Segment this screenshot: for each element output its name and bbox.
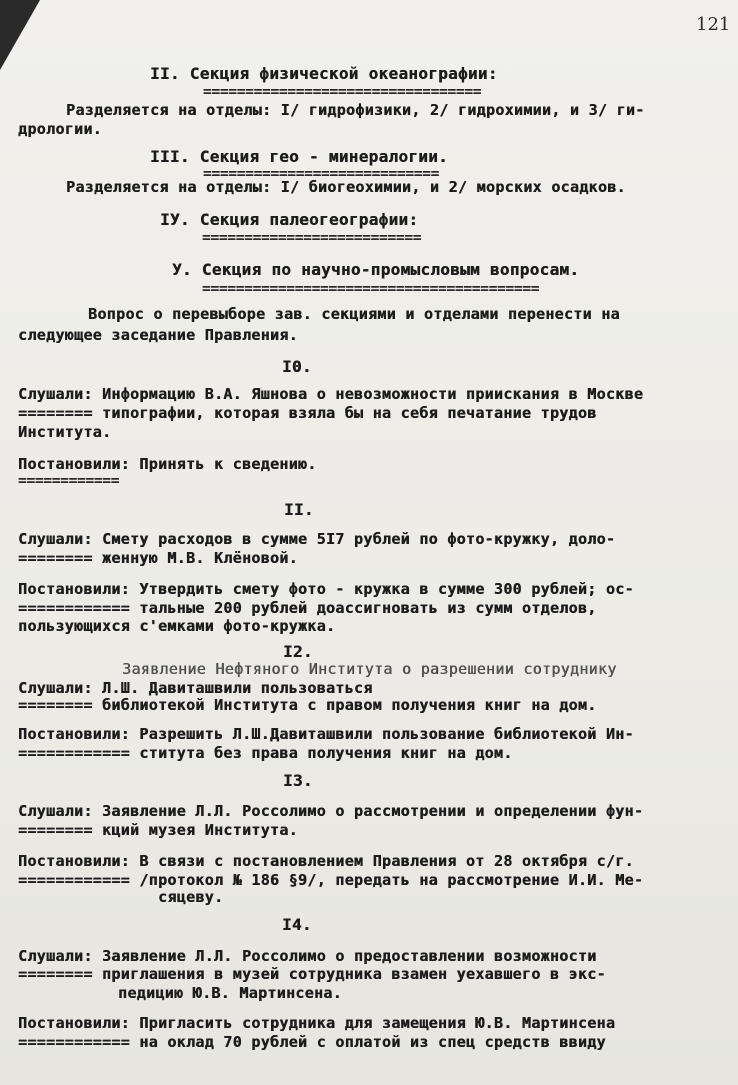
item-13-heard-cont: ======== кций музея Института. xyxy=(18,821,298,839)
item-10-resolved: Постановили: Принять к сведению. xyxy=(18,455,317,473)
item-10-heard-cont-2: Института. xyxy=(18,423,112,441)
section-2-text-cont: дрологии. xyxy=(18,120,102,138)
section-5-title: У. Секция по научно-промысловым вопросам. xyxy=(172,260,580,279)
section-2-underline: ================================= xyxy=(203,84,482,100)
item-14-resolved: Постановили: Пригласить сотрудника для замещения Ю.В. Мартинсена xyxy=(18,1014,616,1032)
item-13-resolved-cont: ============ /протокол № 186 §9/, передать на рассмотрение И.И. Ме- xyxy=(18,871,644,889)
item-11-resolved: Постановили: Утвердить смету фото - кружка в сумме 300 рублей; ос- xyxy=(18,580,634,598)
item-11-number: II. xyxy=(284,500,314,519)
item-14-heard: Слушали: Заявление Л.Л. Россолимо о предоставлении возможности xyxy=(18,947,597,965)
page-number: 121 xyxy=(696,14,731,35)
item-12-heard-typed-over: Заявление Нефтяного Института о разрешении сотруднику xyxy=(122,660,617,678)
note-line-2: следующее заседание Правления. xyxy=(18,326,298,344)
item-11-heard-cont: ======== женную М.В. Клёновой. xyxy=(18,549,298,567)
item-10-number: I0. xyxy=(282,357,312,376)
note-line-1: Вопрос о перевыборе зав. секциями и отделами перенести на xyxy=(88,305,620,323)
section-5-underline: ======================================== xyxy=(202,281,540,297)
item-10-resolved-underline: ============ xyxy=(18,473,120,489)
item-14-heard-cont: ======== приглашения в музей сотрудника взамен уехавшего в экс- xyxy=(18,965,606,983)
item-10-heard-cont: ======== типографии, которая взяла бы на себя печатание трудов xyxy=(18,404,597,422)
item-14-number: I4. xyxy=(282,915,312,934)
section-2-title: II. Секция физической океанографии: xyxy=(150,64,498,83)
item-13-number: I3. xyxy=(283,771,313,790)
section-2-text: Разделяется на отделы: I/ гидрофизики, 2/ гидрохимии, и 3/ ги- xyxy=(66,101,645,119)
item-13-heard: Слушали: Заявление Л.Л. Россолимо о рассмотрении и определении фун- xyxy=(18,802,644,820)
item-11-resolved-cont: ============ тальные 200 рублей доассигновать из сумм отделов, xyxy=(18,599,597,617)
item-12-heard: Слушали: Л.Ш. Давиташвили пользоваться xyxy=(18,679,373,697)
item-14-heard-cont-2: педицию Ю.В. Мартинсена. xyxy=(118,984,342,1002)
section-4-title: IУ. Секция палеогеографии: xyxy=(160,210,419,229)
item-11-resolved-cont-2: пользующихся с'емками фото-кружка. xyxy=(18,617,336,635)
item-12-number: I2. xyxy=(283,642,313,661)
section-3-underline: ============================ xyxy=(203,166,440,182)
item-13-resolved: Постановили: В связи с постановлением Правления от 28 октября с/г. xyxy=(18,852,634,870)
section-4-underline: ========================== xyxy=(202,230,422,246)
item-13-resolved-cont-2: сяцеву. xyxy=(158,888,224,906)
section-3-title: III. Секция гео - минералогии. xyxy=(150,147,448,166)
item-10-heard: Слушали: Информацию В.А. Яшнова о невозможности приискания в Москве xyxy=(18,385,644,403)
item-12-heard-cont: ======== библиотекой Института с правом получения книг на дом. xyxy=(18,696,597,714)
item-14-resolved-cont: ============ на оклад 70 рублей с оплатой из спец средств ввиду xyxy=(18,1033,606,1051)
item-12-resolved-cont: ============ ститута без права получения книг на дом. xyxy=(18,744,513,762)
section-3-text: Разделяется на отделы: I/ биогеохимии, и 2/ морских осадков. xyxy=(66,178,626,196)
folded-corner-shadow xyxy=(0,0,40,70)
item-12-resolved: Постановили: Разрешить Л.Ш.Давиташвили пользование библиотекой Ин- xyxy=(18,725,634,743)
item-11-heard: Слушали: Смету расходов в сумме 5I7 рублей по фото-кружку, доло- xyxy=(18,530,616,548)
